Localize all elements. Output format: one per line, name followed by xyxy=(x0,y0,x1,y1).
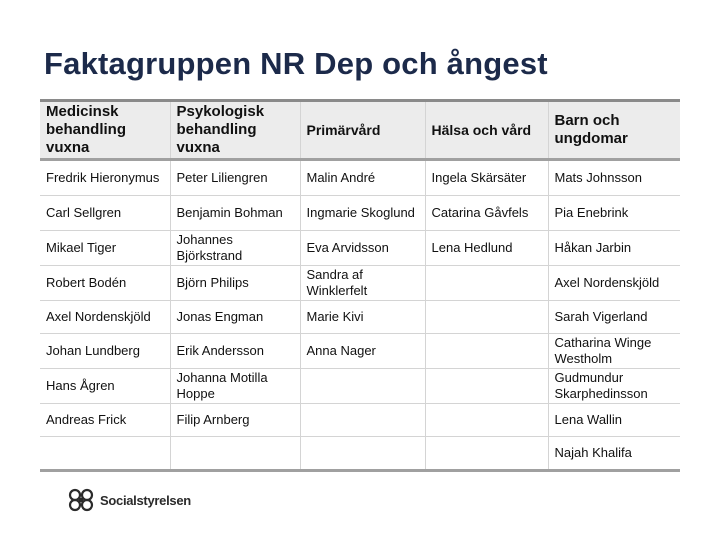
table-cell: Malin André xyxy=(300,160,425,196)
table-cell: Najah Khalifa xyxy=(548,437,680,471)
table-cell: Björn Philips xyxy=(170,266,300,301)
table-row xyxy=(40,369,680,404)
page-title: Faktagruppen NR Dep och ångest xyxy=(44,46,548,81)
table-row xyxy=(40,196,680,231)
table-cell: Gudmundur Skarphedinsson xyxy=(548,369,680,404)
table-cell: Ingmarie Skoglund xyxy=(300,196,425,231)
table-cell: Lena Wallin xyxy=(548,404,680,437)
table-row xyxy=(40,231,680,266)
table-cell: Benjamin Bohman xyxy=(170,196,300,231)
column-header: Psykologisk behandling vuxna xyxy=(170,102,300,160)
table-cell xyxy=(425,437,548,471)
table-cell: Mikael Tiger xyxy=(46,240,117,255)
table-row xyxy=(40,437,680,471)
table-cell: Ingela Skärsäter xyxy=(425,160,548,196)
logo-text: Socialstyrelsen xyxy=(100,492,191,508)
table-cell xyxy=(300,404,425,437)
table-cell xyxy=(40,437,170,471)
socialstyrelsen-logo xyxy=(66,487,191,513)
table-cell: Pia Enebrink xyxy=(548,196,680,231)
table-cell xyxy=(425,266,548,301)
column-header: Medicinsk behandling vuxna xyxy=(40,102,170,160)
table-cell xyxy=(425,301,548,334)
table-cell: Johanna Motilla Hoppe xyxy=(170,369,300,404)
table-cell: Lena Hedlund xyxy=(425,231,548,266)
table-cell: Axel Nordenskjöld xyxy=(548,266,680,301)
table-cell: Sandra af Winklerfelt xyxy=(300,266,425,301)
table-cell: Johannes Björkstrand xyxy=(170,231,300,266)
table-cell xyxy=(170,437,300,471)
column-header: Barn och ungdomar xyxy=(548,102,680,160)
table-row xyxy=(40,266,680,301)
column-header: Hälsa och vård xyxy=(425,102,548,160)
table-cell: Marie Kivi xyxy=(300,301,425,334)
table-cell: Jonas Engman xyxy=(170,301,300,334)
table-cell xyxy=(300,437,425,471)
table-cell: Hans Ågren xyxy=(46,378,115,393)
table-cell: Anna Nager xyxy=(300,334,425,369)
faktagrupp-table xyxy=(40,102,680,472)
table-cell: Erik Andersson xyxy=(170,334,300,369)
table-cell: Peter Liliengren xyxy=(170,160,300,196)
table-cell xyxy=(300,369,425,404)
table-cell xyxy=(425,334,548,369)
table-cell: Sarah Vigerland xyxy=(548,301,680,334)
table-cell: Carl Sellgren xyxy=(46,205,122,220)
table-row xyxy=(40,301,680,334)
table-cell: Håkan Jarbin xyxy=(548,231,680,266)
table-row xyxy=(40,404,680,437)
table-cell xyxy=(425,404,548,437)
table-cell: Axel Nordenskjöld xyxy=(46,309,151,324)
table-cell: Johan Lundberg xyxy=(46,343,140,358)
table-row xyxy=(40,160,680,196)
table-cell: Robert Bodén xyxy=(46,275,127,290)
table-cell: Mats Johnsson xyxy=(548,160,680,196)
table-cell: Catarina Gåvfels xyxy=(425,196,548,231)
table-header-row xyxy=(40,102,680,160)
table-cell: Filip Arnberg xyxy=(170,404,300,437)
table-cell: Fredrik Hieronymus xyxy=(46,170,160,185)
table-cell: Catharina Winge Westholm xyxy=(548,334,680,369)
socialstyrelsen-logo-icon xyxy=(66,487,96,513)
table-row xyxy=(40,334,680,369)
table-cell: Andreas Frick xyxy=(46,412,127,427)
table-cell xyxy=(425,369,548,404)
column-header: Primärvård xyxy=(300,102,425,160)
table-cell: Eva Arvidsson xyxy=(300,231,425,266)
